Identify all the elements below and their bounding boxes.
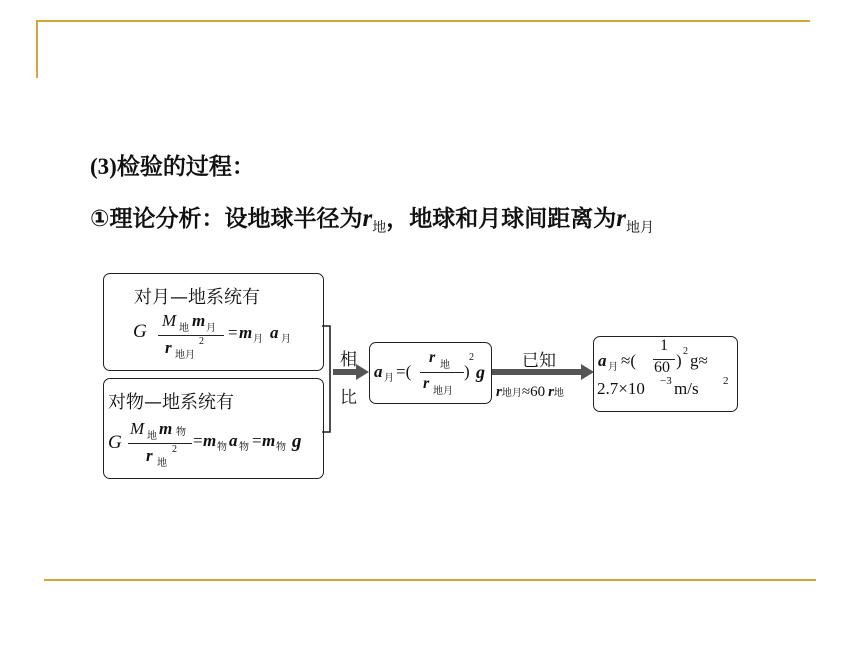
earth-radius-subscript: 地: [372, 220, 387, 236]
b2-num-m-sub: 物: [176, 427, 186, 438]
b1-num-m-sub: 月: [206, 323, 216, 334]
b4-value: 2.7×10: [597, 379, 645, 398]
b1-num-M-sub: 地: [179, 323, 189, 334]
b4-num: 1: [660, 337, 668, 354]
b2-m2: m: [262, 431, 276, 450]
b2-num-m: m: [159, 419, 173, 438]
b1-num-M: M: [162, 311, 177, 330]
b2-eq2: =: [252, 431, 262, 450]
b3-num-r: r: [429, 349, 436, 366]
final-result-box: [593, 336, 738, 412]
b4-value-exp: −3: [660, 375, 672, 387]
b1-den-r-sub: 地月: [175, 350, 195, 361]
b2-eq1: =: [193, 431, 203, 450]
b2-g: g: [292, 431, 302, 452]
b4-unit: m/s: [674, 379, 699, 398]
b2-a1: a: [229, 431, 238, 450]
known-condition: [496, 384, 564, 401]
kc-r2-sub: 地: [553, 388, 564, 399]
b4-a: a: [598, 351, 607, 370]
b1-rhs-m-sub: 月: [253, 334, 263, 345]
b3-den-r-sub: 地月: [433, 386, 453, 397]
b4-close: ): [676, 351, 682, 370]
b2-num-M-sub: 地: [147, 431, 157, 442]
b2-den-r: r: [146, 446, 153, 465]
b4-unit-exp: 2: [723, 375, 729, 387]
b1-rhs-a-sub: 月: [281, 334, 291, 345]
heading-text: 检验的过程：: [116, 154, 255, 180]
b1-rhs-m: m: [239, 323, 253, 342]
compare-label-1: 相: [340, 350, 357, 370]
b3-a-sub: 月: [384, 373, 394, 384]
ratio-result-box: [369, 342, 492, 404]
b4-approx-open: ≈(: [621, 351, 636, 370]
b2-m1-sub: 物: [217, 442, 227, 453]
heading-prefix: (3): [90, 154, 117, 179]
earth-radius-symbol: r: [362, 205, 373, 232]
b3-num-r-sub: 地: [440, 360, 450, 371]
earth-moon-distance-symbol: r: [616, 205, 626, 232]
kc-r1-sub: 地月: [501, 388, 522, 399]
moon-earth-system-title: 对月—地系统有: [134, 287, 260, 308]
b3-close: ): [464, 362, 470, 381]
b3-eq-open: =(: [396, 362, 412, 381]
kc-r2: r: [548, 384, 554, 400]
known-label: 已知: [522, 351, 556, 371]
b2-den-r-sub: 地: [157, 458, 167, 469]
b3-a: a: [374, 362, 383, 381]
b2-den-exp: 2: [172, 444, 177, 455]
object-earth-system-title: 对物—地系统有: [108, 392, 234, 413]
b4-den: 60: [654, 359, 670, 376]
kc-approx: ≈60: [521, 384, 546, 400]
kc-r1: r: [496, 384, 502, 400]
theory-text-1: ①理论分析：设地球半径为: [90, 206, 363, 232]
b1-G: G: [133, 321, 147, 342]
compare-label-2: 比: [340, 388, 357, 408]
earth-moon-distance-subscript: 地月: [625, 220, 654, 236]
b1-eq: =: [228, 323, 238, 342]
b1-den-exp: 2: [199, 336, 204, 347]
b2-a1-sub: 物: [239, 442, 249, 453]
theory-text-2: ，地球和月球间距离为: [386, 206, 617, 232]
b4-g: g≈: [690, 351, 708, 370]
b3-g: g: [476, 362, 485, 382]
b1-rhs-a: a: [270, 323, 279, 342]
b2-m1: m: [203, 431, 217, 450]
b4-exp: 2: [683, 346, 688, 357]
b1-den-r: r: [165, 338, 172, 357]
b3-exp: 2: [469, 352, 474, 363]
b4-a-sub: 月: [608, 362, 618, 373]
b2-m2-sub: 物: [276, 442, 286, 453]
b2-num-M: M: [130, 419, 145, 438]
b1-num-m: m: [192, 311, 206, 330]
b2-G: G: [108, 432, 122, 453]
b3-fraction-bar: [420, 372, 464, 373]
b3-den-r: r: [423, 375, 430, 392]
